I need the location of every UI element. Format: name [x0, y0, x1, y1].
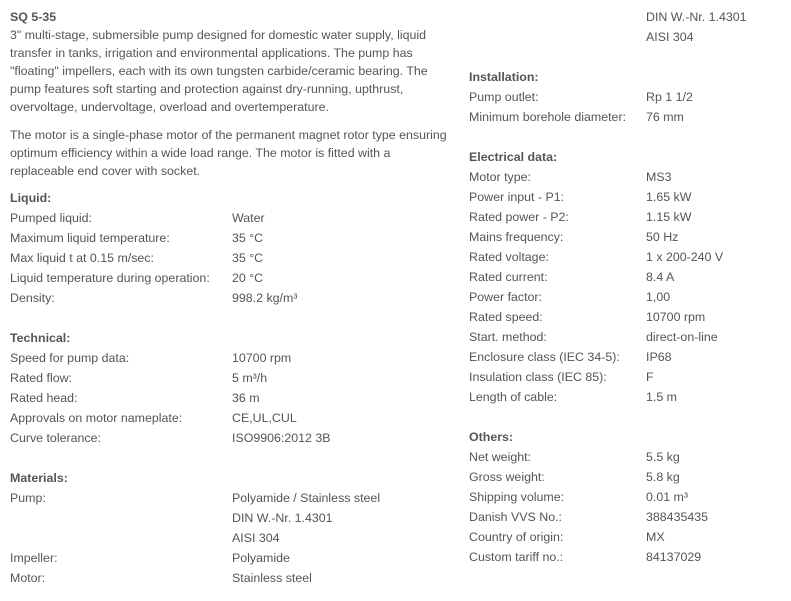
- spec-value: Polyamide: [232, 551, 290, 565]
- spec-label: Power factor:: [469, 290, 542, 304]
- spec-value: 998.2 kg/m³: [232, 291, 298, 305]
- spec-value: direct-on-line: [646, 330, 718, 344]
- spec-label: Maximum liquid temperature:: [10, 231, 170, 245]
- spec-label: Approvals on motor nameplate:: [10, 411, 183, 425]
- spec-label: Shipping volume:: [469, 490, 565, 504]
- spec-row: [469, 447, 784, 467]
- liquid-section-title: Liquid:: [10, 191, 52, 205]
- spec-label: Curve tolerance:: [10, 431, 101, 445]
- left-column: [10, 0, 455, 588]
- technical-section-title: Technical:: [10, 331, 71, 345]
- spec-row: [10, 368, 455, 388]
- spec-row: [469, 347, 784, 367]
- spec-row: [469, 307, 784, 327]
- spec-value: 10700 rpm: [646, 310, 706, 324]
- spec-row: [469, 487, 784, 507]
- spec-row: [10, 548, 455, 568]
- spec-label: Insulation class (IEC 85):: [469, 370, 607, 384]
- spec-label: Pumped liquid:: [10, 211, 92, 225]
- spec-value: CE,UL,CUL: [232, 411, 297, 425]
- spec-value: DIN W.-Nr. 1.4301: [232, 511, 333, 525]
- spec-row: [469, 167, 784, 187]
- technical-section: [10, 328, 455, 448]
- spec-row: [469, 247, 784, 267]
- spec-row: [10, 348, 455, 368]
- spec-value: Stainless steel: [232, 571, 312, 585]
- spec-value: Rp 1 1/2: [646, 90, 693, 104]
- spec-value: IP68: [646, 350, 672, 364]
- spec-label: Pump outlet:: [469, 90, 539, 104]
- spec-value: 20 °C: [232, 271, 264, 285]
- spec-value: 84137029: [646, 550, 702, 564]
- spec-row: [10, 508, 455, 528]
- spec-row: [469, 227, 784, 247]
- spec-row: [469, 187, 784, 207]
- spec-row: [469, 547, 784, 567]
- spec-value: 5.8 kg: [646, 470, 680, 484]
- spec-label: Motor:: [10, 571, 46, 585]
- spec-row: [10, 288, 455, 308]
- spec-value: 35 °C: [232, 251, 264, 265]
- spec-label: Motor type:: [469, 170, 531, 184]
- spec-label: Enclosure class (IEC 34-5):: [469, 350, 620, 364]
- spec-row: [469, 387, 784, 407]
- spec-value: 5.5 kg: [646, 450, 680, 464]
- others-section: [469, 427, 784, 567]
- spec-row: [10, 428, 455, 448]
- electrical-section-title: Electrical data:: [469, 150, 558, 164]
- materials-section-title: Materials:: [10, 471, 68, 485]
- spec-row: [10, 208, 455, 228]
- spec-label: Impeller:: [10, 551, 58, 565]
- spec-row: [469, 367, 784, 387]
- spec-label: Length of cable:: [469, 390, 558, 404]
- spec-label: Density:: [10, 291, 55, 305]
- spec-label: Pump:: [10, 491, 46, 505]
- spec-row: [469, 267, 784, 287]
- spec-label: Net weight:: [469, 450, 531, 464]
- spec-value: Water: [232, 211, 265, 225]
- spec-row: [10, 268, 455, 288]
- product-title: SQ 5-35: [10, 10, 57, 24]
- spec-label: Rated voltage:: [469, 250, 549, 264]
- spec-row: [10, 568, 455, 588]
- spec-value: 1.15 kW: [646, 210, 692, 224]
- spec-value: 5 m³/h: [232, 371, 268, 385]
- spec-row: [469, 327, 784, 347]
- spec-label: Custom tariff no.:: [469, 550, 564, 564]
- spec-value: Polyamide / Stainless steel: [232, 491, 381, 505]
- spec-value: 35 °C: [232, 231, 264, 245]
- spec-label: Rated flow:: [10, 371, 72, 385]
- spec-label: Rated head:: [10, 391, 78, 405]
- liquid-section: [10, 188, 455, 308]
- spec-label: Mains frequency:: [469, 230, 564, 244]
- motor-description: The motor is a single-phase motor of the permanent magnet rotor type ensuring optimum efficiency within a wide load range. The motor is fitted with a replaceable end cover with socket.: [10, 128, 447, 178]
- spec-value: DIN W.-Nr. 1.4301: [646, 10, 747, 24]
- spec-label: Gross weight:: [469, 470, 545, 484]
- spec-value: AISI 304: [646, 30, 694, 44]
- others-section-title: Others:: [469, 430, 514, 444]
- spec-label: Rated power - P2:: [469, 210, 569, 224]
- spec-value: 1.65 kW: [646, 190, 692, 204]
- spec-label: Start. method:: [469, 330, 547, 344]
- spec-row: [10, 528, 455, 548]
- spec-value: 50 Hz: [646, 230, 679, 244]
- spec-row: [469, 527, 784, 547]
- spec-value: 388435435: [646, 510, 709, 524]
- spec-value: 0.01 m³: [646, 490, 689, 504]
- spec-row: [469, 507, 784, 527]
- electrical-section: [469, 147, 784, 407]
- spec-row: [469, 287, 784, 307]
- spec-label: Liquid temperature during operation:: [10, 271, 210, 285]
- spec-row: [469, 27, 784, 47]
- spec-row: [10, 488, 455, 508]
- spec-value: F: [646, 370, 654, 384]
- materials-section: [10, 468, 455, 588]
- installation-section: [469, 67, 784, 127]
- spec-label: Power input - P1:: [469, 190, 565, 204]
- spec-label: Rated speed:: [469, 310, 543, 324]
- spec-label: Country of origin:: [469, 530, 564, 544]
- spec-label: Speed for pump data:: [10, 351, 130, 365]
- spec-label: Max liquid t at 0.15 m/sec:: [10, 251, 154, 265]
- installation-section-title: Installation:: [469, 70, 539, 84]
- right-column: [469, 0, 784, 567]
- spec-value: 1,00: [646, 290, 671, 304]
- spec-row: [469, 467, 784, 487]
- spec-value: AISI 304: [232, 531, 280, 545]
- spec-row: [10, 388, 455, 408]
- spec-value: MS3: [646, 170, 672, 184]
- spec-label: Rated current:: [469, 270, 548, 284]
- spec-value: 36 m: [232, 391, 260, 405]
- spec-value: 76 mm: [646, 110, 684, 124]
- spec-row: [10, 228, 455, 248]
- spec-row: [469, 207, 784, 227]
- spec-value: 8.4 A: [646, 270, 675, 284]
- spec-label: Minimum borehole diameter:: [469, 110, 627, 124]
- product-description: 3" multi-stage, submersible pump designed for domestic water supply, liquid transfer in tanks, irrigation and environmental applications. The pump has "floating" impellers, each with its own tungsten carbide/ceramic bearing. The pump features soft starting and protection against dry-running, upthrust, overvoltage, undervoltage, overload and overtemperature.: [10, 28, 428, 114]
- spec-label: Danish VVS No.:: [469, 510, 562, 524]
- spec-row: [469, 7, 784, 27]
- spec-value: 1.5 m: [646, 390, 677, 404]
- spec-value: 10700 rpm: [232, 351, 292, 365]
- spec-row: [469, 87, 784, 107]
- spec-row: [10, 408, 455, 428]
- spec-row: [469, 107, 784, 127]
- spec-value: ISO9906:2012 3B: [232, 431, 331, 445]
- spec-row: [10, 248, 455, 268]
- spec-value: 1 x 200-240 V: [646, 250, 724, 264]
- spec-value: MX: [646, 530, 665, 544]
